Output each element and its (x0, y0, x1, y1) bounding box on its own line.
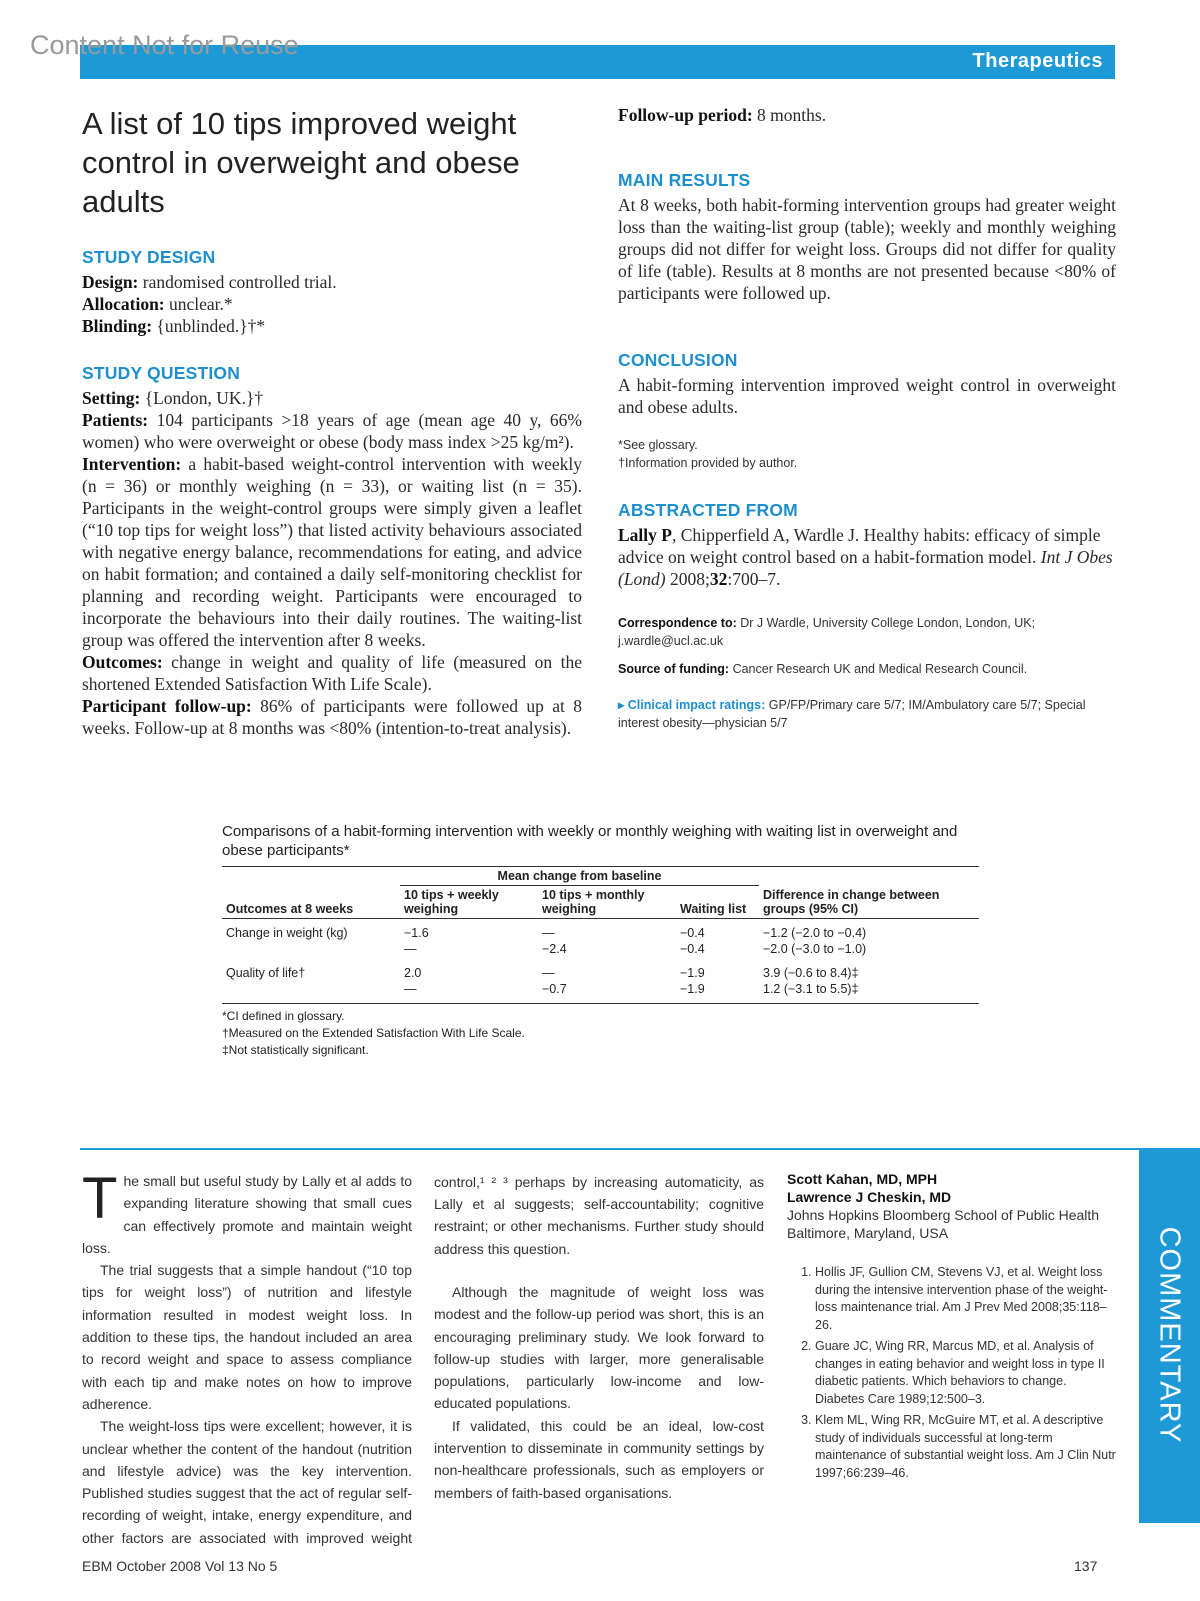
commentary-paragraph: Although the magnitude of weight loss was modest and the follow-up period was short, this is an encouraging preliminary study. We look forward to follow-up studies with larger, more generalisable populations, particularly low-income and low-educated populations. (434, 1284, 764, 1412)
study-question-heading: STUDY QUESTION (82, 363, 241, 383)
table-footnotes: *CI defined in glossary. †Measured on the Extended Satisfaction With Life Scale. ‡Not statistically significant. (222, 1008, 525, 1057)
commentary-paragraph: The weight-loss tips were excellent; however, it is unclear whether the content of the handout (nutrition and lifestyle advice) was the key intervention. Published studies suggest that the act of regular self-recording of weight, intake, energy expenditure, and other factors are associated with improved weight (82, 1418, 412, 1546)
commentary-paragraph-cont: control,¹ ² ³ perhaps by increasing automaticity, as Lally et al suggests; self-accountability; cognitive restraint; or other mechanisms. Further study should address this question. (434, 1173, 764, 1257)
commentary-rule (80, 1148, 1139, 1150)
outcomes-paragraph: Outcomes: change in weight and quality of life (measured on the shortened Extended Satisfaction With Life Scale). (82, 652, 582, 694)
abstracted-from-heading: ABSTRACTED FROM (618, 500, 798, 520)
design-line: Design: randomised controlled trial. (82, 272, 337, 292)
source-citation: Lally P, Chipperfield A, Wardle J. Healthy habits: efficacy of simple advice on weight control based on a habit-formation model. Int J Obes (Lond) 2008;32:700–7. (618, 525, 1113, 589)
followup-paragraph: Participant follow-up: 86% of participants were followed up at 8 weeks. Follow-up at 8 months was <80% (intention-to-treat analysis). (82, 696, 582, 738)
results-table-block (222, 822, 979, 1059)
table-row: — −2.4 −0.4 −2.0 (−3.0 to −1.0) (404, 941, 867, 956)
patients-paragraph: Patients: 104 participants >18 years of age (mean age 40 y, 66% women) who were overweight or obese (body mass index >25 kg/m²). (82, 410, 582, 452)
commentary-author: Scott Kahan, MD, MPH (787, 1171, 938, 1187)
reference-item: 3. Klem ML, Wing RR, McGuire MT, et al. A descriptive study of individuals successful at long-term maintenance of substantial weight loss. Am J Clin Nutr 1997;66:239–46. (815, 1412, 1117, 1482)
footer-journal-info: EBM October 2008 Vol 13 No 5 (82, 1558, 278, 1574)
results-table (222, 866, 979, 1004)
section-tag: Therapeutics (972, 50, 1103, 72)
group-header: Mean change from baseline (400, 867, 759, 886)
commentary-author: Lawrence J Cheskin, MD (787, 1189, 952, 1205)
col-header-waiting: Waiting list (680, 902, 747, 916)
blinding-line: Blinding: {unblinded.}†* (82, 316, 266, 336)
conclusion-heading: CONCLUSION (618, 350, 738, 370)
article-title: A list of 10 tips improved weight control in overweight and obese adults (82, 106, 520, 219)
reference-item: 1. Hollis JF, Gullion CM, Stevens VJ, et al. Weight loss during the intensive intervention phase of the weight-loss maintenance trial. Am J Prev Med 2008;35:118–26. (815, 1264, 1117, 1334)
intervention-paragraph: Intervention: a habit-based weight-control intervention with weekly (n = 36) or monthly weighing (n = 33), or waiting list (n = 35). Participants in the weight-control groups were simply given a leaflet (“10 top tips for weight loss”) that listed activity behaviours associated with negative energy balance, recommendations for eating, and advice on habit formation; and contained a daily self-monitoring checklist for planning and recording weight. Participants were encouraged to incorporate the behaviours into their daily routines. The waiting-list group was offered the intervention after 8 weeks. (82, 454, 582, 650)
allocation-line: Allocation: unclear.* (82, 294, 233, 314)
col-header-difference: Difference in change between groups (95% CI) (763, 888, 940, 916)
commentary-paragraph: The trial suggests that a simple handout (“10 top tips for weight loss”) of nutrition and lifestyle information resulted in modest weight loss. In addition to these tips, the handout included an area to record weight and space to assess compliance with each tip and make notes on how to improve adherence. (82, 1262, 412, 1412)
commentary-paragraph: If validated, this could be an ideal, low-cost intervention to disseminate in community settings by non-healthcare professionals, such as employers or members of faith-based organisations. (434, 1417, 764, 1501)
conclusion-text: A habit-forming intervention improved weight control in overweight and obese adults. (618, 375, 1116, 417)
right-column (618, 104, 1116, 732)
col-header-outcome: Outcomes at 8 weeks (226, 902, 354, 916)
main-results-text: At 8 weeks, both habit-forming intervention groups had greater weight loss than the waiting-list group (table); weekly and monthly weighing groups did not differ for weight loss. Groups did not differ for quality of life (table). Results at 8 months are not presented because <80% of participants were followed up. (618, 195, 1116, 303)
commentary-column-3 (787, 1170, 1117, 1486)
drop-cap: T (82, 1166, 118, 1231)
table-row: — −0.7 −1.9 1.2 (−3.1 to 5.5)‡ (222, 981, 979, 1004)
setting-line: Setting: {London, UK.}† (82, 388, 264, 408)
author-info-note: †Information provided by author. (618, 456, 798, 470)
glossary-note: *See glossary. (618, 438, 698, 452)
table-row: Change in weight (kg) −1.6 — −0.4 −1.2 (−2.0 to −0.4) (226, 925, 867, 940)
left-column (82, 104, 582, 739)
commentary-paragraph: The small but useful study by Lally et al adds to expanding literature showing that small cues can effectively promote and maintain weight loss. (82, 1166, 412, 1256)
main-results-heading: MAIN RESULTS (618, 170, 751, 190)
followup-period-line: Follow-up period: 8 months. (618, 105, 827, 125)
table-row: Quality of life† 2.0 — −1.9 3.9 (−0.6 to 8.4)‡ (226, 965, 859, 980)
col-header-monthly: 10 tips + monthly weighing (542, 888, 645, 916)
commentary-tab-label: COMMENTARY (1153, 1226, 1186, 1444)
author-affiliation: Johns Hopkins Bloomberg School of Public Health Baltimore, Maryland, USA (787, 1207, 1100, 1241)
watermark: Content Not for Reuse (30, 30, 299, 60)
correspondence-line: Correspondence to: Dr J Wardle, University College London, London, UK; j.wardle@ucl.ac.uk (618, 616, 1036, 648)
reference-list (787, 1264, 1117, 1482)
reference-item: 2. Guare JC, Wing RR, Marcus MD, et al. Analysis of changes in eating behavior and weight loss in type II diabetic patients. Which behaviors to change. Diabetes Care 1989;12:500–3. (815, 1338, 1117, 1408)
page-number: 137 (1074, 1558, 1098, 1574)
funding-line: Source of funding: Cancer Research UK and Medical Research Council. (618, 662, 1028, 676)
col-header-weekly: 10 tips + weekly weighing (404, 888, 499, 916)
table-caption: Comparisons of a habit-forming intervention with weekly or monthly weighing with waiting list in overweight and obese participants* (222, 823, 958, 859)
commentary-column-1 (82, 1166, 412, 1548)
commentary-tab (1139, 1148, 1200, 1523)
impact-ratings-line: ▸ Clinical impact ratings: GP/FP/Primary care 5/7; IM/Ambulatory care 5/7; Special interest obesity—physician 5/7 (618, 698, 1086, 730)
commentary-column-2 (434, 1170, 764, 1504)
study-design-heading: STUDY DESIGN (82, 247, 216, 267)
